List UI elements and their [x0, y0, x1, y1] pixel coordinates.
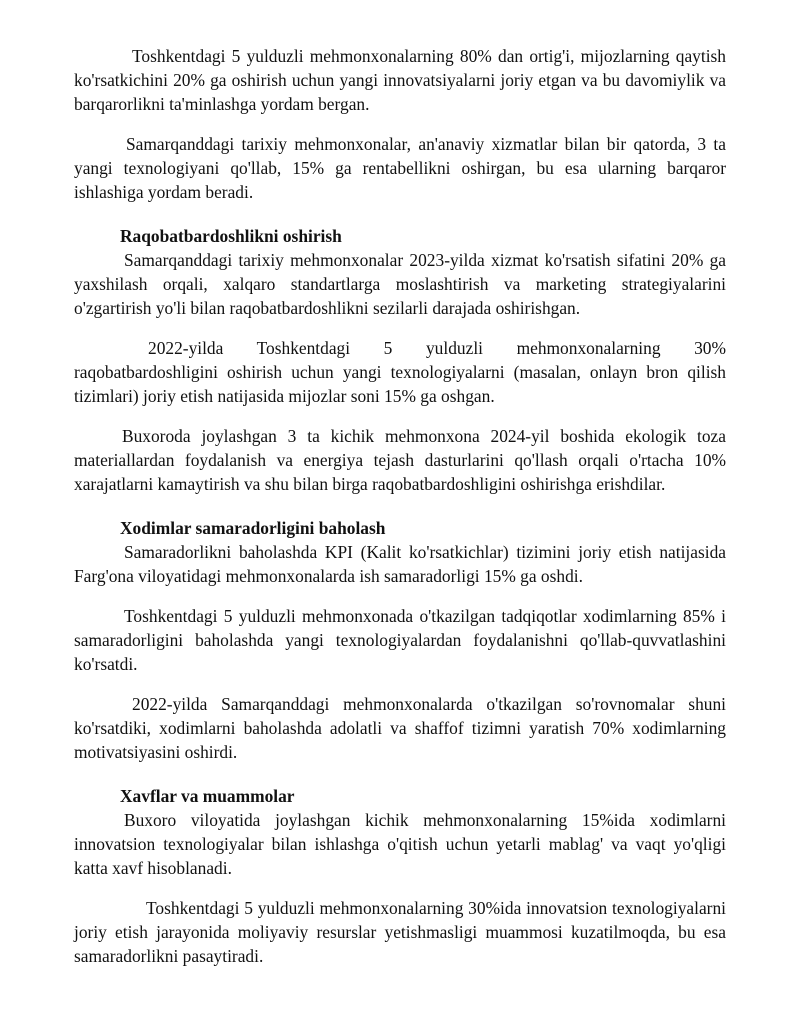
- intro-paragraph-1: Toshkentdagi 5 yulduzli mehmonxonalarning 80% dan ortig'i, mijozlarning qaytish ko'rsatkichini 20% ga oshirish uchun yangi innovatsiyalarni joriy etgan va bu davomiylik va barqarorlikni ta'minlashga yordam bergan.: [74, 46, 726, 114]
- competitiveness-paragraph-3: Buxoroda joylashgan 3 ta kichik mehmonxona 2024-yil boshida ekologik toza materiallardan foydalanish va energiya tejash dasturlarini qo'llash orqali o'rtacha 10% xarajatlarni kamaytirish va shu bilan birga raqobatbardoshligini oshirishga erishdilar.: [74, 426, 726, 494]
- risks-paragraph-1: Buxoro viloyatida joylashgan kichik mehmonxonalarning 15%ida xodimlarni innovatsion texnologiyalar bilan ishlashga o'qitish uchun yetarli mablag' va vaqt yo'qligi katta xavf hisoblanadi.: [74, 810, 726, 878]
- section-risks: [74, 784, 726, 968]
- risks-paragraph-2: Toshkentdagi 5 yulduzli mehmonxonalarning 30%ida innovatsion texnologiyalarni joriy etish jarayonida moliyaviy resurslar yetishmasligi muammosi kuzatilmoqda, bu esa samaradorlikni pasaytiradi.: [74, 898, 726, 966]
- section-staff: [74, 516, 726, 764]
- competitiveness-paragraph-1: Samarqanddagi tarixiy mehmonxonalar 2023-yilda xizmat ko'rsatish sifatini 20% ga yaxshilash orqali, xalqaro standartlarga moslashtirish va marketing strategiyalarini o'zgartirish yo'li bilan raqobatbardoshlikni sezilarli darajada oshirishgan.: [74, 250, 726, 318]
- staff-paragraph-3: 2022-yilda Samarqanddagi mehmonxonalarda o'tkazilgan so'rovnomalar shuni ko'rsatdiki, xodimlarni baholashda adolatli va shaffof tizimni yaratish 70% xodimlarning motivatsiyasini oshirdi.: [74, 694, 726, 762]
- section-heading-competitiveness: Raqobatbardoshlikni oshirish: [120, 226, 342, 246]
- section-heading-risks: Xavflar va muammolar: [120, 786, 295, 806]
- intro-paragraph-2: Samarqanddagi tarixiy mehmonxonalar, an'anaviy xizmatlar bilan bir qatorda, 3 ta yangi texnologiyani qo'llab, 15% ga rentabellikni oshirgan, bu esa ularning barqaror ishlashiga yordam beradi.: [74, 134, 726, 202]
- section-heading-staff: Xodimlar samaradorligini baholash: [120, 518, 386, 538]
- competitiveness-paragraph-2: 2022-yilda Toshkentdagi 5 yulduzli mehmonxonalarning 30% raqobatbardoshligini oshirish uchun yangi texnologiyalarni (masalan, onlayn bron qilish tizimlari) joriy etish natijasida mijozlar soni 15% ga oshgan.: [74, 338, 726, 406]
- section-competitiveness: [74, 224, 726, 496]
- staff-paragraph-2: Toshkentdagi 5 yulduzli mehmonxonada o'tkazilgan tadqiqotlar xodimlarning 85% i samaradorligini baholashda yangi texnologiyalardan foydalanishni qo'llab-quvvatlashini ko'rsatdi.: [74, 606, 726, 674]
- staff-paragraph-1: Samaradorlikni baholashda KPI (Kalit ko'rsatkichlar) tizimini joriy etish natijasida Farg'ona viloyatidagi mehmonxonalarda ish samaradorligi 15% ga oshdi.: [74, 542, 726, 586]
